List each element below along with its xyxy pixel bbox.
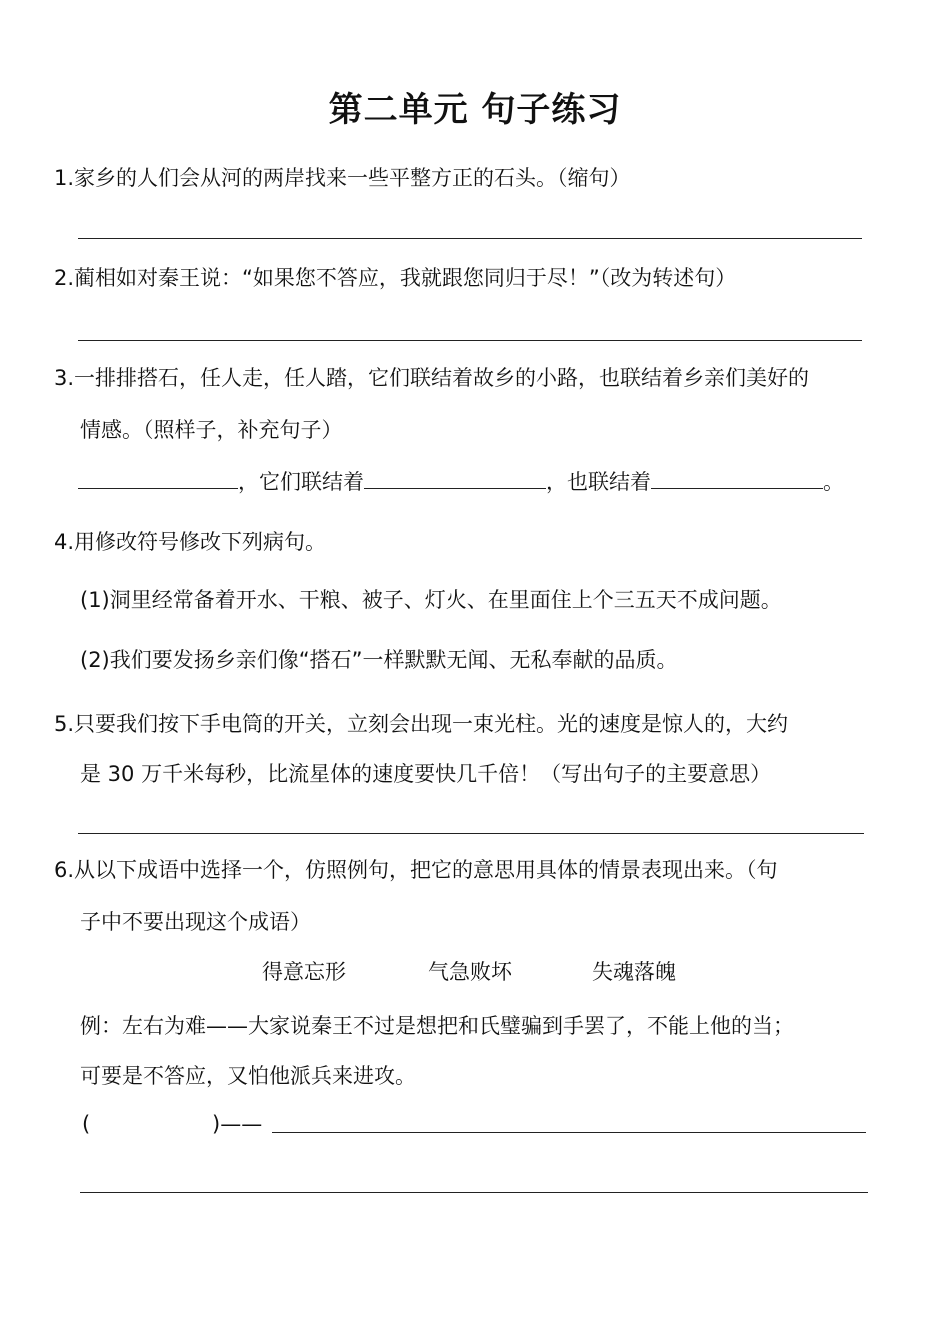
idiom-option-1: 得意忘形 [262,960,346,984]
question-1-text: 1.家乡的人们会从河的两岸找来一些平整方正的石头。（缩句） [54,166,631,190]
answer-close-paren-dash: )—— [212,1112,263,1136]
fill-blank-2[interactable] [364,466,546,489]
idiom-option-3: 失魂落魄 [592,960,676,984]
question-3-fill-line [78,466,844,496]
question-2-text: 2.蔺相如对秦王说：“如果您不答应，我就跟您同归于尽！”（改为转述句） [54,266,737,290]
question-5-line2: 是 30 万千米每秒，比流星体的速度要快几千倍！（写出句子的主要意思） [80,762,772,786]
answer-open-paren: ( [82,1112,91,1136]
example-line-1: 例：左右为难——大家说秦王不过是想把和氏璧骗到手罢了，不能上他的当； [80,1014,794,1038]
fill-blank-1[interactable] [78,466,238,489]
question-6-line1: 6.从以下成语中选择一个，仿照例句，把它的意思用具体的情景表现出来。（句 [54,858,778,882]
answer-line-6b[interactable] [80,1192,868,1193]
fill-text-end: 。 [823,470,844,494]
question-3-line1: 3.一排排搭石，任人走，任人踏，它们联结着故乡的小路，也联结着乡亲们美好的 [54,366,810,390]
fill-blank-3[interactable] [651,466,823,489]
page-title: 第二单元 句子练习 [328,90,622,130]
question-4-text: 4.用修改符号修改下列病句。 [54,530,327,554]
question-4-item-1: (1)洞里经常备着开水、干粮、被子、灯火、在里面住上个三五天不成问题。 [80,588,782,612]
question-4-item-2: (2)我们要发扬乡亲们像“搭石”一样默默无闻、无私奉献的品质。 [80,648,678,672]
answer-line-6a[interactable] [272,1132,866,1133]
idiom-option-2: 气急败坏 [428,960,512,984]
fill-text-1: ，它们联结着 [238,470,364,494]
answer-line-2[interactable] [78,340,862,341]
example-line-2: 可要是不答应，又怕他派兵来进攻。 [80,1064,416,1088]
question-5-line1: 5.只要我们按下手电筒的开关，立刻会出现一束光柱。光的速度是惊人的，大约 [54,712,789,736]
answer-line-5[interactable] [78,833,864,834]
fill-text-2: ，也联结着 [546,470,651,494]
answer-line-1[interactable] [78,238,862,239]
question-3-line2: 情感。（照样子，补充句子） [80,418,343,442]
question-6-line2: 子中不要出现这个成语） [80,910,311,934]
